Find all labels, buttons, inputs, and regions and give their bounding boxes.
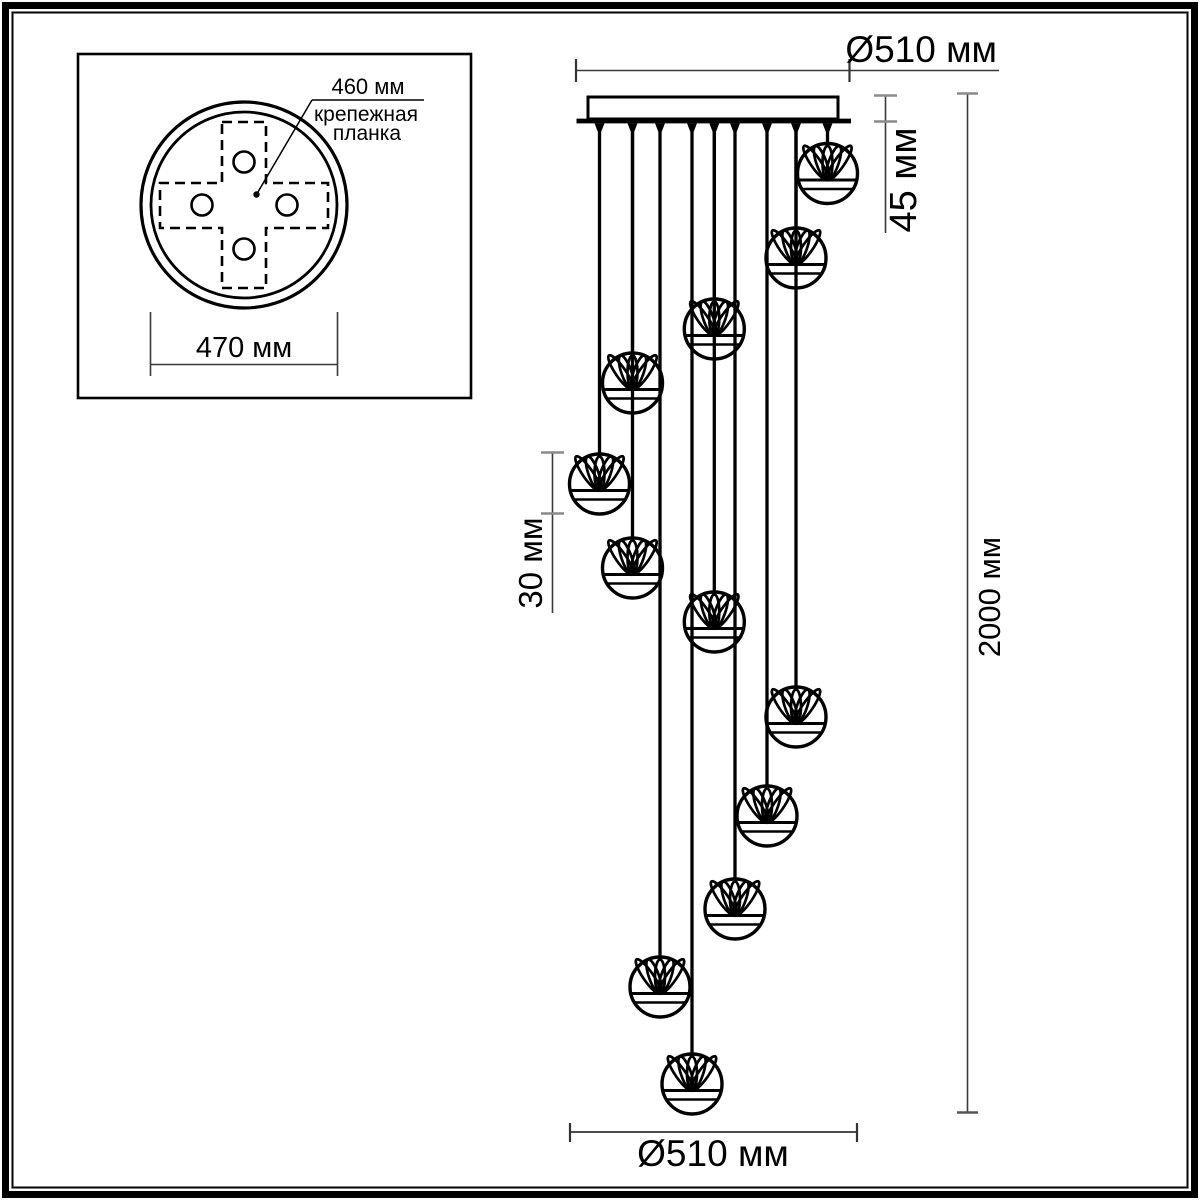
lamp-ball [570, 454, 630, 514]
dim45-label: 45 мм [883, 127, 925, 233]
bracket-hole-right [277, 195, 298, 216]
lamp-ball [705, 879, 765, 939]
lamp-ball [603, 538, 663, 598]
base-inner-circle [151, 112, 337, 298]
mounting-bracket-cross-dashed [160, 122, 328, 288]
ceiling-canopy [588, 97, 838, 119]
dim-top-diameter [576, 29, 999, 82]
lamp-ball [737, 786, 797, 846]
dim-bottom-diameter [570, 1123, 857, 1174]
lamp-ball [662, 1054, 722, 1114]
main-elevation-view [512, 29, 1007, 1174]
bracket-hole-left [192, 195, 213, 216]
cables-and-lamps [570, 123, 858, 1114]
dim-bottom-label: Ø510 мм [637, 1133, 789, 1174]
callout-name-line1: крепежная [313, 103, 419, 126]
bracket-hole-top [234, 152, 255, 173]
dim-canopy-height [874, 95, 925, 233]
dim2000-label: 2000 мм [972, 536, 1007, 658]
lamp-ball [798, 143, 858, 203]
callout-name-line2: планка [332, 122, 402, 145]
dim-overall-height [957, 93, 1007, 1113]
base-outer-circle [141, 102, 347, 308]
dim-top-label: Ø510 мм [845, 29, 997, 70]
dim-ball-size [512, 452, 564, 613]
inset-top-view [78, 54, 471, 398]
dim470-label: 470 мм [195, 332, 293, 364]
lamp-ball [630, 957, 690, 1017]
lamp-ball [766, 687, 826, 747]
callout-value-label: 460 мм [331, 74, 405, 99]
dim30-label: 30 мм [512, 517, 549, 609]
bracket-hole-bottom [234, 239, 255, 260]
